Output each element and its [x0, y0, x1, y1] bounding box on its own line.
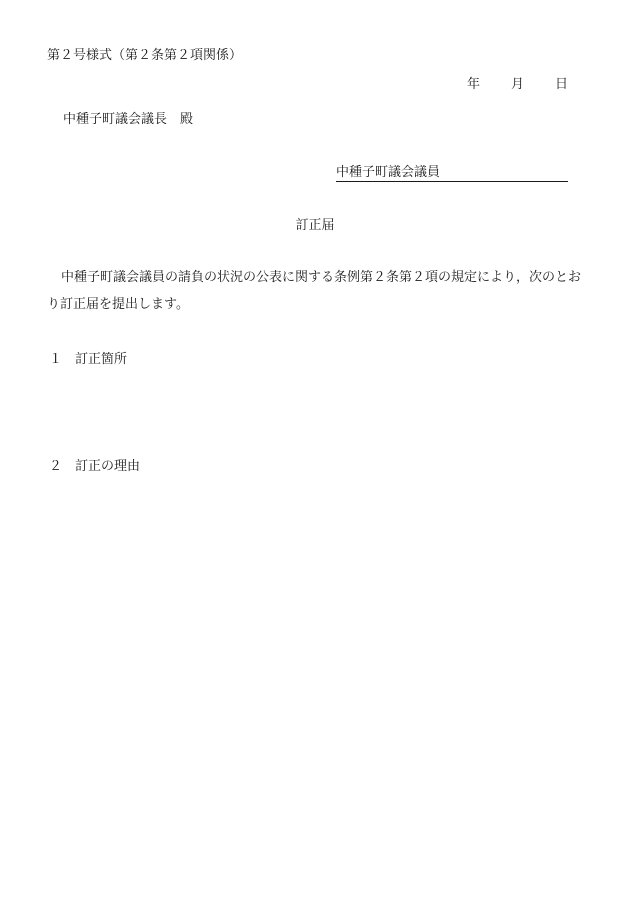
body-paragraph: 中種子町議会議員の請負の状況の公表に関する条例第２条第２項の規定により，次のとおり訂正届を提出します。	[47, 270, 582, 312]
date-month-label: 月	[510, 77, 524, 92]
signer-field	[336, 166, 568, 182]
addressee-name: 中種子町議会議長	[63, 112, 168, 127]
date-day-label: 日	[554, 77, 568, 92]
item-number: ２	[49, 459, 63, 474]
date-year-label: 年	[466, 77, 480, 92]
item-label: 訂正の理由	[75, 459, 141, 474]
addressee-honorific: 殿	[180, 112, 194, 127]
item-correction-reason	[49, 460, 140, 473]
item-number: １	[49, 352, 63, 367]
signer-label: 中種子町議会議員	[336, 165, 441, 180]
addressee-line	[63, 113, 193, 126]
form-number-heading: 第２号様式（第２条第２項関係）	[47, 48, 243, 63]
document-title: 訂正届	[295, 218, 335, 233]
item-label: 訂正箇所	[75, 352, 128, 367]
item-correction-location	[49, 353, 127, 366]
date-line	[467, 78, 568, 91]
